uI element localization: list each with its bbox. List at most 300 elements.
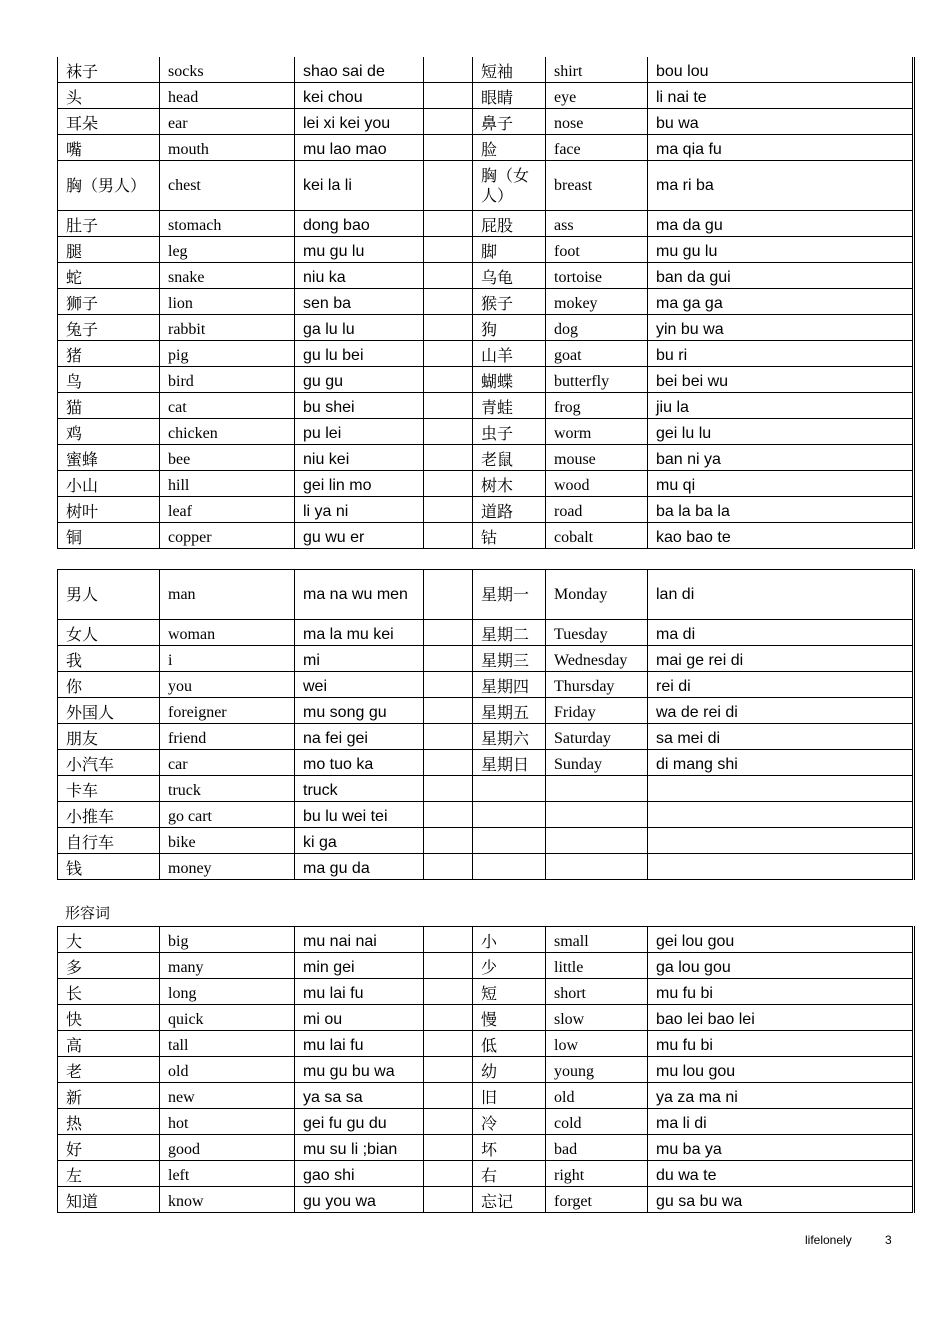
pronunciation-cell: mo tuo ka [295,750,424,776]
english-word-cell: cobalt [546,523,648,549]
chinese-word-cell: 小 [473,927,546,953]
chinese-word-cell: 长 [58,979,160,1005]
pronunciation-cell: mi [295,646,424,672]
table-row [58,393,914,419]
english-word-cell: long [160,979,295,1005]
pronunciation-cell: mu qi [648,471,914,497]
pronunciation-cell: rei di [648,672,914,698]
pronunciation-cell: yin bu wa [648,315,914,341]
pronunciation-cell: ma na wu men [295,570,424,620]
pronunciation-cell: niu kei [295,445,424,471]
chinese-word-cell [473,854,546,880]
footer-author: lifelonely [805,1233,852,1247]
pronunciation-cell: mu fu bi [648,1031,914,1057]
chinese-word-cell [473,828,546,854]
chinese-word-cell: 鸟 [58,367,160,393]
chinese-word-cell [473,776,546,802]
chinese-word-cell: 星期三 [473,646,546,672]
english-word-cell: dog [546,315,648,341]
table-row [58,698,914,724]
spacer-cell [424,570,473,620]
spacer-cell [424,109,473,135]
chinese-word-cell: 树叶 [58,497,160,523]
pronunciation-cell: mu fu bi [648,979,914,1005]
pronunciation-cell: mu gu bu wa [295,1057,424,1083]
chinese-word-cell: 多 [58,953,160,979]
pronunciation-cell: li ya ni [295,497,424,523]
english-word-cell: butterfly [546,367,648,393]
spacer-cell [424,672,473,698]
pronunciation-cell: wa de rei di [648,698,914,724]
spacer-cell [424,237,473,263]
english-word-cell: shirt [546,57,648,83]
chinese-word-cell: 胸（女人） [473,161,546,211]
pronunciation-cell: niu ka [295,263,424,289]
english-word-cell: ear [160,109,295,135]
spacer-cell [424,341,473,367]
chinese-word-cell: 自行车 [58,828,160,854]
english-word-cell: slow [546,1005,648,1031]
english-word-cell: mouse [546,445,648,471]
english-word-cell: wood [546,471,648,497]
chinese-word-cell: 兔子 [58,315,160,341]
spacer-cell [424,161,473,211]
pronunciation-cell: mu nai nai [295,927,424,953]
english-word-cell: face [546,135,648,161]
english-word-cell: pig [160,341,295,367]
table-row [58,135,914,161]
english-word-cell: young [546,1057,648,1083]
footer-page-number: 3 [885,1233,892,1247]
english-word-cell: old [160,1057,295,1083]
english-word-cell: worm [546,419,648,445]
english-word-cell: snake [160,263,295,289]
pronunciation-cell: mu su li ;bian [295,1135,424,1161]
pronunciation-cell [648,776,914,802]
chinese-word-cell: 老 [58,1057,160,1083]
english-word-cell: small [546,927,648,953]
chinese-word-cell: 山羊 [473,341,546,367]
pronunciation-cell: gu you wa [295,1187,424,1213]
table-row [58,83,914,109]
spacer-cell [424,1109,473,1135]
chinese-word-cell: 高 [58,1031,160,1057]
english-word-cell: cat [160,393,295,419]
english-word-cell: socks [160,57,295,83]
english-word-cell: quick [160,1005,295,1031]
pronunciation-cell [648,854,914,880]
table-row [58,211,914,237]
spacer-cell [424,776,473,802]
spacer-cell [424,471,473,497]
chinese-word-cell: 狮子 [58,289,160,315]
english-word-cell: little [546,953,648,979]
spacer-cell [424,646,473,672]
chinese-word-cell: 小推车 [58,802,160,828]
chinese-word-cell: 鼻子 [473,109,546,135]
pronunciation-cell: ma la mu kei [295,620,424,646]
table-row [58,237,914,263]
english-word-cell: woman [160,620,295,646]
chinese-word-cell: 小山 [58,471,160,497]
pronunciation-cell: ma qia fu [648,135,914,161]
english-word-cell: truck [160,776,295,802]
table-row [58,523,914,549]
chinese-word-cell: 快 [58,1005,160,1031]
pronunciation-cell: ma di [648,620,914,646]
table-row [58,315,914,341]
english-word-cell: mouth [160,135,295,161]
english-word-cell: man [160,570,295,620]
chinese-word-cell: 右 [473,1161,546,1187]
chinese-word-cell: 胸（男人） [58,161,160,211]
chinese-word-cell: 蛇 [58,263,160,289]
english-word-cell [546,776,648,802]
english-word-cell: Saturday [546,724,648,750]
pronunciation-cell: bu ri [648,341,914,367]
pronunciation-cell: bu lu wei tei [295,802,424,828]
english-word-cell: chicken [160,419,295,445]
chinese-word-cell: 短袖 [473,57,546,83]
chinese-word-cell: 小汽车 [58,750,160,776]
english-word-cell: ass [546,211,648,237]
chinese-word-cell: 树木 [473,471,546,497]
english-word-cell: cold [546,1109,648,1135]
table-row [58,776,914,802]
chinese-word-cell: 狗 [473,315,546,341]
chinese-word-cell: 袜子 [58,57,160,83]
table-row [58,471,914,497]
pronunciation-cell: ma li di [648,1109,914,1135]
english-word-cell: leg [160,237,295,263]
chinese-word-cell: 头 [58,83,160,109]
pronunciation-cell: sen ba [295,289,424,315]
pronunciation-cell [648,828,914,854]
pronunciation-cell: min gei [295,953,424,979]
english-word-cell: Tuesday [546,620,648,646]
pronunciation-cell: bao lei bao lei [648,1005,914,1031]
table-row [58,57,914,83]
english-word-cell: rabbit [160,315,295,341]
table-row [58,828,914,854]
chinese-word-cell: 忘记 [473,1187,546,1213]
chinese-word-cell: 坏 [473,1135,546,1161]
chinese-word-cell [473,802,546,828]
spacer-cell [424,724,473,750]
pronunciation-cell: li nai te [648,83,914,109]
table-row [58,724,914,750]
chinese-word-cell: 虫子 [473,419,546,445]
spacer-cell [424,979,473,1005]
chinese-word-cell: 眼睛 [473,83,546,109]
english-word-cell: Sunday [546,750,648,776]
english-word-cell: car [160,750,295,776]
chinese-word-cell: 肚子 [58,211,160,237]
table-row [58,570,914,620]
spacer-cell [424,802,473,828]
section-label-adjectives: 形容词 [65,904,111,922]
english-word-cell: tortoise [546,263,648,289]
pronunciation-cell: dong bao [295,211,424,237]
english-word-cell: copper [160,523,295,549]
pronunciation-cell: mu lai fu [295,979,424,1005]
english-word-cell: foot [546,237,648,263]
english-word-cell: hot [160,1109,295,1135]
chinese-word-cell: 脸 [473,135,546,161]
chinese-word-cell: 星期四 [473,672,546,698]
table-row [58,497,914,523]
english-word-cell: right [546,1161,648,1187]
vocab-table-people-days [57,569,915,880]
english-word-cell: leaf [160,497,295,523]
chinese-word-cell: 女人 [58,620,160,646]
spacer-cell [424,1135,473,1161]
spacer-cell [424,289,473,315]
chinese-word-cell: 冷 [473,1109,546,1135]
chinese-word-cell: 嘴 [58,135,160,161]
table-row [58,672,914,698]
english-word-cell [546,854,648,880]
pronunciation-cell: mu lou gou [648,1057,914,1083]
pronunciation-cell: shao sai de [295,57,424,83]
pronunciation-cell: truck [295,776,424,802]
english-word-cell: Monday [546,570,648,620]
spacer-cell [424,315,473,341]
pronunciation-cell: mu gu lu [295,237,424,263]
spacer-cell [424,523,473,549]
english-word-cell: Wednesday [546,646,648,672]
chinese-word-cell: 青蛙 [473,393,546,419]
chinese-word-cell: 好 [58,1135,160,1161]
pronunciation-cell: du wa te [648,1161,914,1187]
english-word-cell: forget [546,1187,648,1213]
chinese-word-cell: 猫 [58,393,160,419]
chinese-word-cell: 幼 [473,1057,546,1083]
vocab-table-body-animals [57,57,915,549]
pronunciation-cell: kao bao te [648,523,914,549]
table-row [58,620,914,646]
table-row [58,1135,914,1161]
pronunciation-cell: pu lei [295,419,424,445]
pronunciation-cell: gei lin mo [295,471,424,497]
pronunciation-cell: gei fu gu du [295,1109,424,1135]
chinese-word-cell: 乌龟 [473,263,546,289]
chinese-word-cell: 热 [58,1109,160,1135]
english-word-cell: bird [160,367,295,393]
spacer-cell [424,445,473,471]
pronunciation-cell: ki ga [295,828,424,854]
chinese-word-cell: 星期五 [473,698,546,724]
chinese-word-cell: 蝴蝶 [473,367,546,393]
english-word-cell: go cart [160,802,295,828]
chinese-word-cell: 脚 [473,237,546,263]
pronunciation-cell: mu gu lu [648,237,914,263]
table-row [58,1161,914,1187]
chinese-word-cell: 铜 [58,523,160,549]
chinese-word-cell: 屁股 [473,211,546,237]
table-row [58,646,914,672]
pronunciation-cell: gu wu er [295,523,424,549]
pronunciation-cell: ga lu lu [295,315,424,341]
pronunciation-cell: bu wa [648,109,914,135]
spacer-cell [424,828,473,854]
chinese-word-cell: 旧 [473,1083,546,1109]
chinese-word-cell: 猴子 [473,289,546,315]
spacer-cell [424,1083,473,1109]
pronunciation-cell: bou lou [648,57,914,83]
pronunciation-cell: ya za ma ni [648,1083,914,1109]
spacer-cell [424,1005,473,1031]
pronunciation-cell: kei chou [295,83,424,109]
pronunciation-cell: ma gu da [295,854,424,880]
pronunciation-cell: mu lao mao [295,135,424,161]
pronunciation-cell: ma ga ga [648,289,914,315]
english-word-cell: short [546,979,648,1005]
pronunciation-cell: jiu la [648,393,914,419]
pronunciation-cell: bei bei wu [648,367,914,393]
table-row [58,419,914,445]
table-row [58,854,914,880]
english-word-cell: mokey [546,289,648,315]
pronunciation-cell: gei lou gou [648,927,914,953]
table-row [58,289,914,315]
spacer-cell [424,135,473,161]
english-word-cell: money [160,854,295,880]
english-word-cell: hill [160,471,295,497]
chinese-word-cell: 知道 [58,1187,160,1213]
pronunciation-cell [648,802,914,828]
table-row [58,979,914,1005]
table-row [58,1005,914,1031]
spacer-cell [424,367,473,393]
english-word-cell: many [160,953,295,979]
english-word-cell: friend [160,724,295,750]
table-row [58,109,914,135]
english-word-cell: Thursday [546,672,648,698]
spacer-cell [424,1057,473,1083]
pronunciation-cell: mai ge rei di [648,646,914,672]
english-word-cell: Friday [546,698,648,724]
english-word-cell: chest [160,161,295,211]
table-row [58,1187,914,1213]
chinese-word-cell: 耳朵 [58,109,160,135]
spacer-cell [424,211,473,237]
pronunciation-cell: gu gu [295,367,424,393]
english-word-cell: i [160,646,295,672]
pronunciation-cell: kei la li [295,161,424,211]
spacer-cell [424,620,473,646]
chinese-word-cell: 星期六 [473,724,546,750]
spacer-cell [424,83,473,109]
chinese-word-cell: 朋友 [58,724,160,750]
table-row [58,953,914,979]
chinese-word-cell: 男人 [58,570,160,620]
english-word-cell: old [546,1083,648,1109]
chinese-word-cell: 钱 [58,854,160,880]
chinese-word-cell: 腿 [58,237,160,263]
spacer-cell [424,57,473,83]
english-word-cell: know [160,1187,295,1213]
english-word-cell: low [546,1031,648,1057]
english-word-cell: head [160,83,295,109]
chinese-word-cell: 蜜蜂 [58,445,160,471]
spacer-cell [424,497,473,523]
pronunciation-cell: mu ba ya [648,1135,914,1161]
pronunciation-cell: mi ou [295,1005,424,1031]
spacer-cell [424,263,473,289]
pronunciation-cell: gao shi [295,1161,424,1187]
pronunciation-cell: ban da gui [648,263,914,289]
english-word-cell [546,828,648,854]
table-row [58,1109,914,1135]
english-word-cell: goat [546,341,648,367]
spacer-cell [424,854,473,880]
pronunciation-cell: lan di [648,570,914,620]
table-row [58,1031,914,1057]
spacer-cell [424,953,473,979]
english-word-cell: stomach [160,211,295,237]
pronunciation-cell: gei lu lu [648,419,914,445]
table-row [58,341,914,367]
chinese-word-cell: 老鼠 [473,445,546,471]
table-row [58,263,914,289]
table-row [58,750,914,776]
chinese-word-cell: 星期二 [473,620,546,646]
english-word-cell: bike [160,828,295,854]
spacer-cell [424,393,473,419]
spacer-cell [424,1031,473,1057]
chinese-word-cell: 道路 [473,497,546,523]
english-word-cell: good [160,1135,295,1161]
chinese-word-cell: 短 [473,979,546,1005]
table-row [58,161,914,211]
pronunciation-cell: ban ni ya [648,445,914,471]
chinese-word-cell: 星期一 [473,570,546,620]
english-word-cell [546,802,648,828]
chinese-word-cell: 我 [58,646,160,672]
table-row [58,367,914,393]
chinese-word-cell: 卡车 [58,776,160,802]
english-word-cell: foreigner [160,698,295,724]
chinese-word-cell: 猪 [58,341,160,367]
pronunciation-cell: gu sa bu wa [648,1187,914,1213]
chinese-word-cell: 星期日 [473,750,546,776]
table-row [58,1083,914,1109]
chinese-word-cell: 新 [58,1083,160,1109]
chinese-word-cell: 慢 [473,1005,546,1031]
english-word-cell: frog [546,393,648,419]
pronunciation-cell: mu song gu [295,698,424,724]
pronunciation-cell: bu shei [295,393,424,419]
english-word-cell: breast [546,161,648,211]
english-word-cell: tall [160,1031,295,1057]
spacer-cell [424,750,473,776]
spacer-cell [424,419,473,445]
chinese-word-cell: 鸡 [58,419,160,445]
pronunciation-cell: ya sa sa [295,1083,424,1109]
table-row [58,802,914,828]
pronunciation-cell: ba la ba la [648,497,914,523]
vocab-table-adjectives [57,926,915,1213]
english-word-cell: you [160,672,295,698]
pronunciation-cell: ga lou gou [648,953,914,979]
chinese-word-cell: 大 [58,927,160,953]
pronunciation-cell: na fei gei [295,724,424,750]
chinese-word-cell: 低 [473,1031,546,1057]
pronunciation-cell: lei xi kei you [295,109,424,135]
english-word-cell: road [546,497,648,523]
english-word-cell: nose [546,109,648,135]
